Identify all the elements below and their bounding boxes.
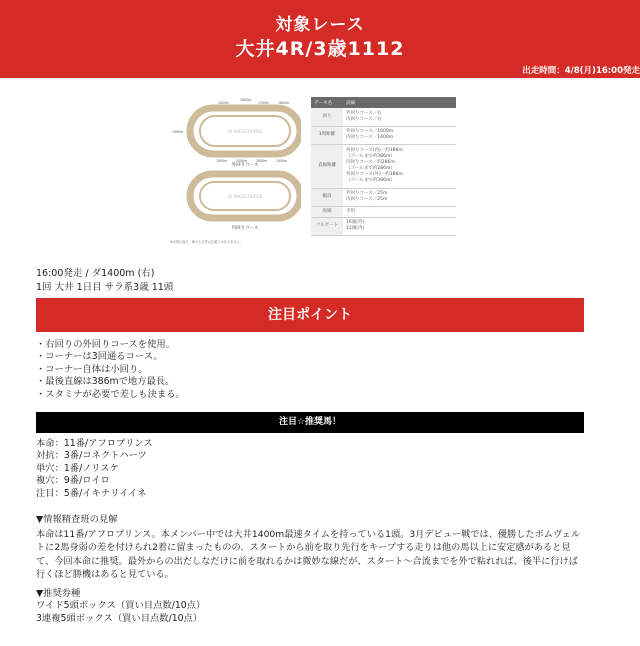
- picks-list: [36, 438, 153, 500]
- course-logo-2: OI RACECOURSE: [227, 194, 263, 199]
- spec-key: 幅員: [311, 188, 343, 206]
- spec-value: [343, 217, 456, 235]
- list-item: ワイド5頭ボックス（買い目点数/10点）: [36, 600, 206, 612]
- points-title: 注目ポイント: [36, 298, 584, 332]
- spec-line: （ゴールまで約386m）: [346, 154, 395, 159]
- race-details: 1回 大井 1日目 サラ系3歳 11頭: [36, 282, 174, 293]
- race-name: 大井4R/3歳1112: [235, 38, 405, 60]
- inner-course-label: 内回りコース: [231, 226, 259, 231]
- spec-line: 12頭(内): [346, 226, 365, 231]
- list-item: ・コーナーは3回通るコース。: [36, 351, 163, 363]
- list-item: 対抗：3番/コネクトハーツ: [36, 450, 147, 462]
- list-item: 3連複5頭ボックス（買い目点数/10点）: [36, 612, 203, 624]
- list-item: ・スタミナが必要で差しも決まる。: [36, 388, 185, 400]
- spec-key: 1周距離: [311, 126, 343, 144]
- list-item: 本命：11番/アフロプリンス: [36, 438, 153, 449]
- spec-key: 回り: [311, 108, 343, 126]
- spec-key: 馬場: [311, 206, 343, 217]
- spec-line: 外回りコース(内)／約386m: [346, 148, 403, 153]
- spec-line: 16頭(外): [346, 220, 365, 225]
- distance-label: 1800m: [278, 101, 290, 105]
- distance-label: 1000m: [216, 159, 228, 163]
- tickets-heading: ▼推奨券種: [36, 588, 81, 599]
- spec-key: フルゲート: [311, 217, 343, 235]
- spec-value: [343, 108, 456, 126]
- course-map-diagram: [166, 96, 301, 248]
- analysis-heading: ▼情報精査班の見解: [36, 514, 118, 525]
- spec-value: [343, 144, 456, 188]
- spec-header-detail: 詳細: [343, 97, 456, 108]
- list-item: ・最後直線は386mで地方最長。: [36, 376, 175, 388]
- spec-line: 平坦: [346, 208, 355, 214]
- distance-label: 1600m: [240, 98, 252, 102]
- spec-value: [343, 206, 456, 217]
- spec-key: 直線距離: [311, 144, 343, 188]
- spec-value: [343, 126, 456, 144]
- distance-label: 2400m: [276, 159, 288, 163]
- spec-line: 内回りコース／1400m: [346, 135, 394, 140]
- map-note: ※本図の縮尺、線の太さ等は正確ではありません。: [170, 240, 243, 244]
- spec-line: 内回りコース／右: [346, 116, 382, 122]
- list-item: ・コーナー自体は小回り。: [36, 363, 148, 375]
- post-time: 出走時間：4/8(月)16:00発走: [522, 66, 640, 76]
- analysis-body: 本命は11番/アフロプリンス。本メンバー中では大井1400m最速タイムを持っている1頭。3月デビュー戦では、優勝したボムヴェルトに2馬身弱の差を付けられ2着に留まったものの、スタートから前を取り先行をキープする走りは他の馬以上に安定感があると見て、今回本命に推奨。最外からの出だしなだけに前を取れるかは微妙な線だが、スタート〜合流までを外で粘れれば、後半に行けば行くほど勝機はあると見ている。: [36, 529, 581, 581]
- list-item: 複穴：9番/ロイロ: [36, 475, 110, 487]
- spec-line: 外回りコース／1600m: [346, 129, 394, 134]
- points-list: [36, 339, 185, 401]
- spec-line: 内回りコース／約286m: [346, 160, 395, 165]
- spec-line: （ゴールまで約386m）: [346, 178, 395, 183]
- distance-label: 1700m: [258, 101, 270, 105]
- spec-header-name: データ名: [311, 97, 343, 108]
- spec-line: （ゴールまで約286m）: [346, 166, 395, 171]
- tickets-section: [36, 588, 205, 625]
- spec-value: [343, 188, 456, 206]
- spec-line: 外回りコース／25m: [346, 191, 388, 196]
- distance-label: 1500m: [236, 159, 248, 163]
- distance-label: 1400m: [172, 130, 184, 134]
- course-spec-table: [311, 97, 456, 236]
- spec-line: 外回りコース(外)／約386m: [346, 172, 403, 177]
- spec-line: 外回りコース／右: [346, 110, 382, 116]
- list-item: 注目：5番/イキナリイイネ: [36, 487, 147, 499]
- course-logo: OI RACECOURSE: [227, 129, 263, 134]
- course-map: [166, 96, 301, 248]
- recommend-title: 注目☆推奨馬！: [36, 412, 584, 433]
- race-time-distance: 16:00発走 / ダ1400m (右): [36, 268, 155, 279]
- outer-course-label: 外回りコース: [231, 163, 259, 168]
- list-item: ・右回りの外回りコースを使用。: [36, 339, 175, 350]
- list-item: 単穴：1番/ノリスケ: [36, 462, 119, 474]
- distance-label: 2000m: [256, 159, 268, 163]
- spec-line: 内回りコース／25m: [346, 197, 388, 202]
- header-title: 対象レース: [275, 15, 365, 35]
- header-banner: [0, 0, 640, 78]
- distance-label: 1200m: [218, 101, 230, 105]
